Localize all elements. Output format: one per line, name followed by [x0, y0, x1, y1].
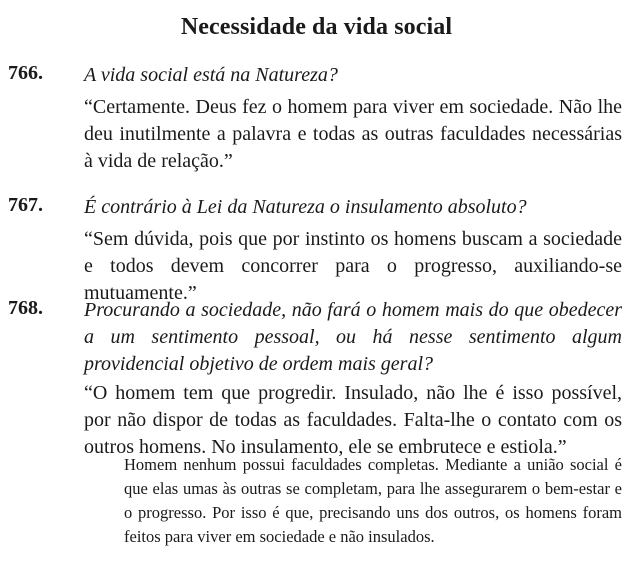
question-text: Procurando a sociedade, não fará o homem mais do que obedecer a um sentimento pessoal, ou há nesse sentimento algum providencial objetivo de ordem mais geral? — [84, 299, 622, 375]
question-number: 768. — [8, 297, 43, 319]
section-title: Necessidade da vida social — [180, 14, 453, 40]
question-text: A vida social está na Natureza? — [84, 64, 338, 86]
commentary-paragraph: Homem nenhum possui faculdades completas. Mediante a união social é que elas umas às outras se completam, para lhe assegurarem o bem-estar e o progresso. Por isso é que, precisando uns dos outros, os homens foram feitos para viver em sociedade e não insulados. — [124, 455, 622, 546]
question-number: 767. — [8, 194, 43, 216]
question-text: É contrário à Lei da Natureza o insulamento absoluto? — [84, 196, 527, 218]
answer-text: “Certamente. Deus fez o homem para viver em sociedade. Não lhe deu inutilmente a palavra e todas as outras faculdades necessárias à vida de relação.” — [84, 96, 622, 172]
question-number: 766. — [8, 62, 43, 84]
answer-text: “O homem tem que progredir. Insulado, não lhe é isso possível, por não dispor de todas as faculdades. Falta-lhe o contato com os outros homens. No insulamento, ele se embrutece e estiola.” — [84, 382, 622, 458]
answer-text: “Sem dúvida, pois que por instinto os homens buscam a sociedade e todos devem concorrer para o progresso, auxiliando-se mutuamente.” — [84, 228, 622, 304]
